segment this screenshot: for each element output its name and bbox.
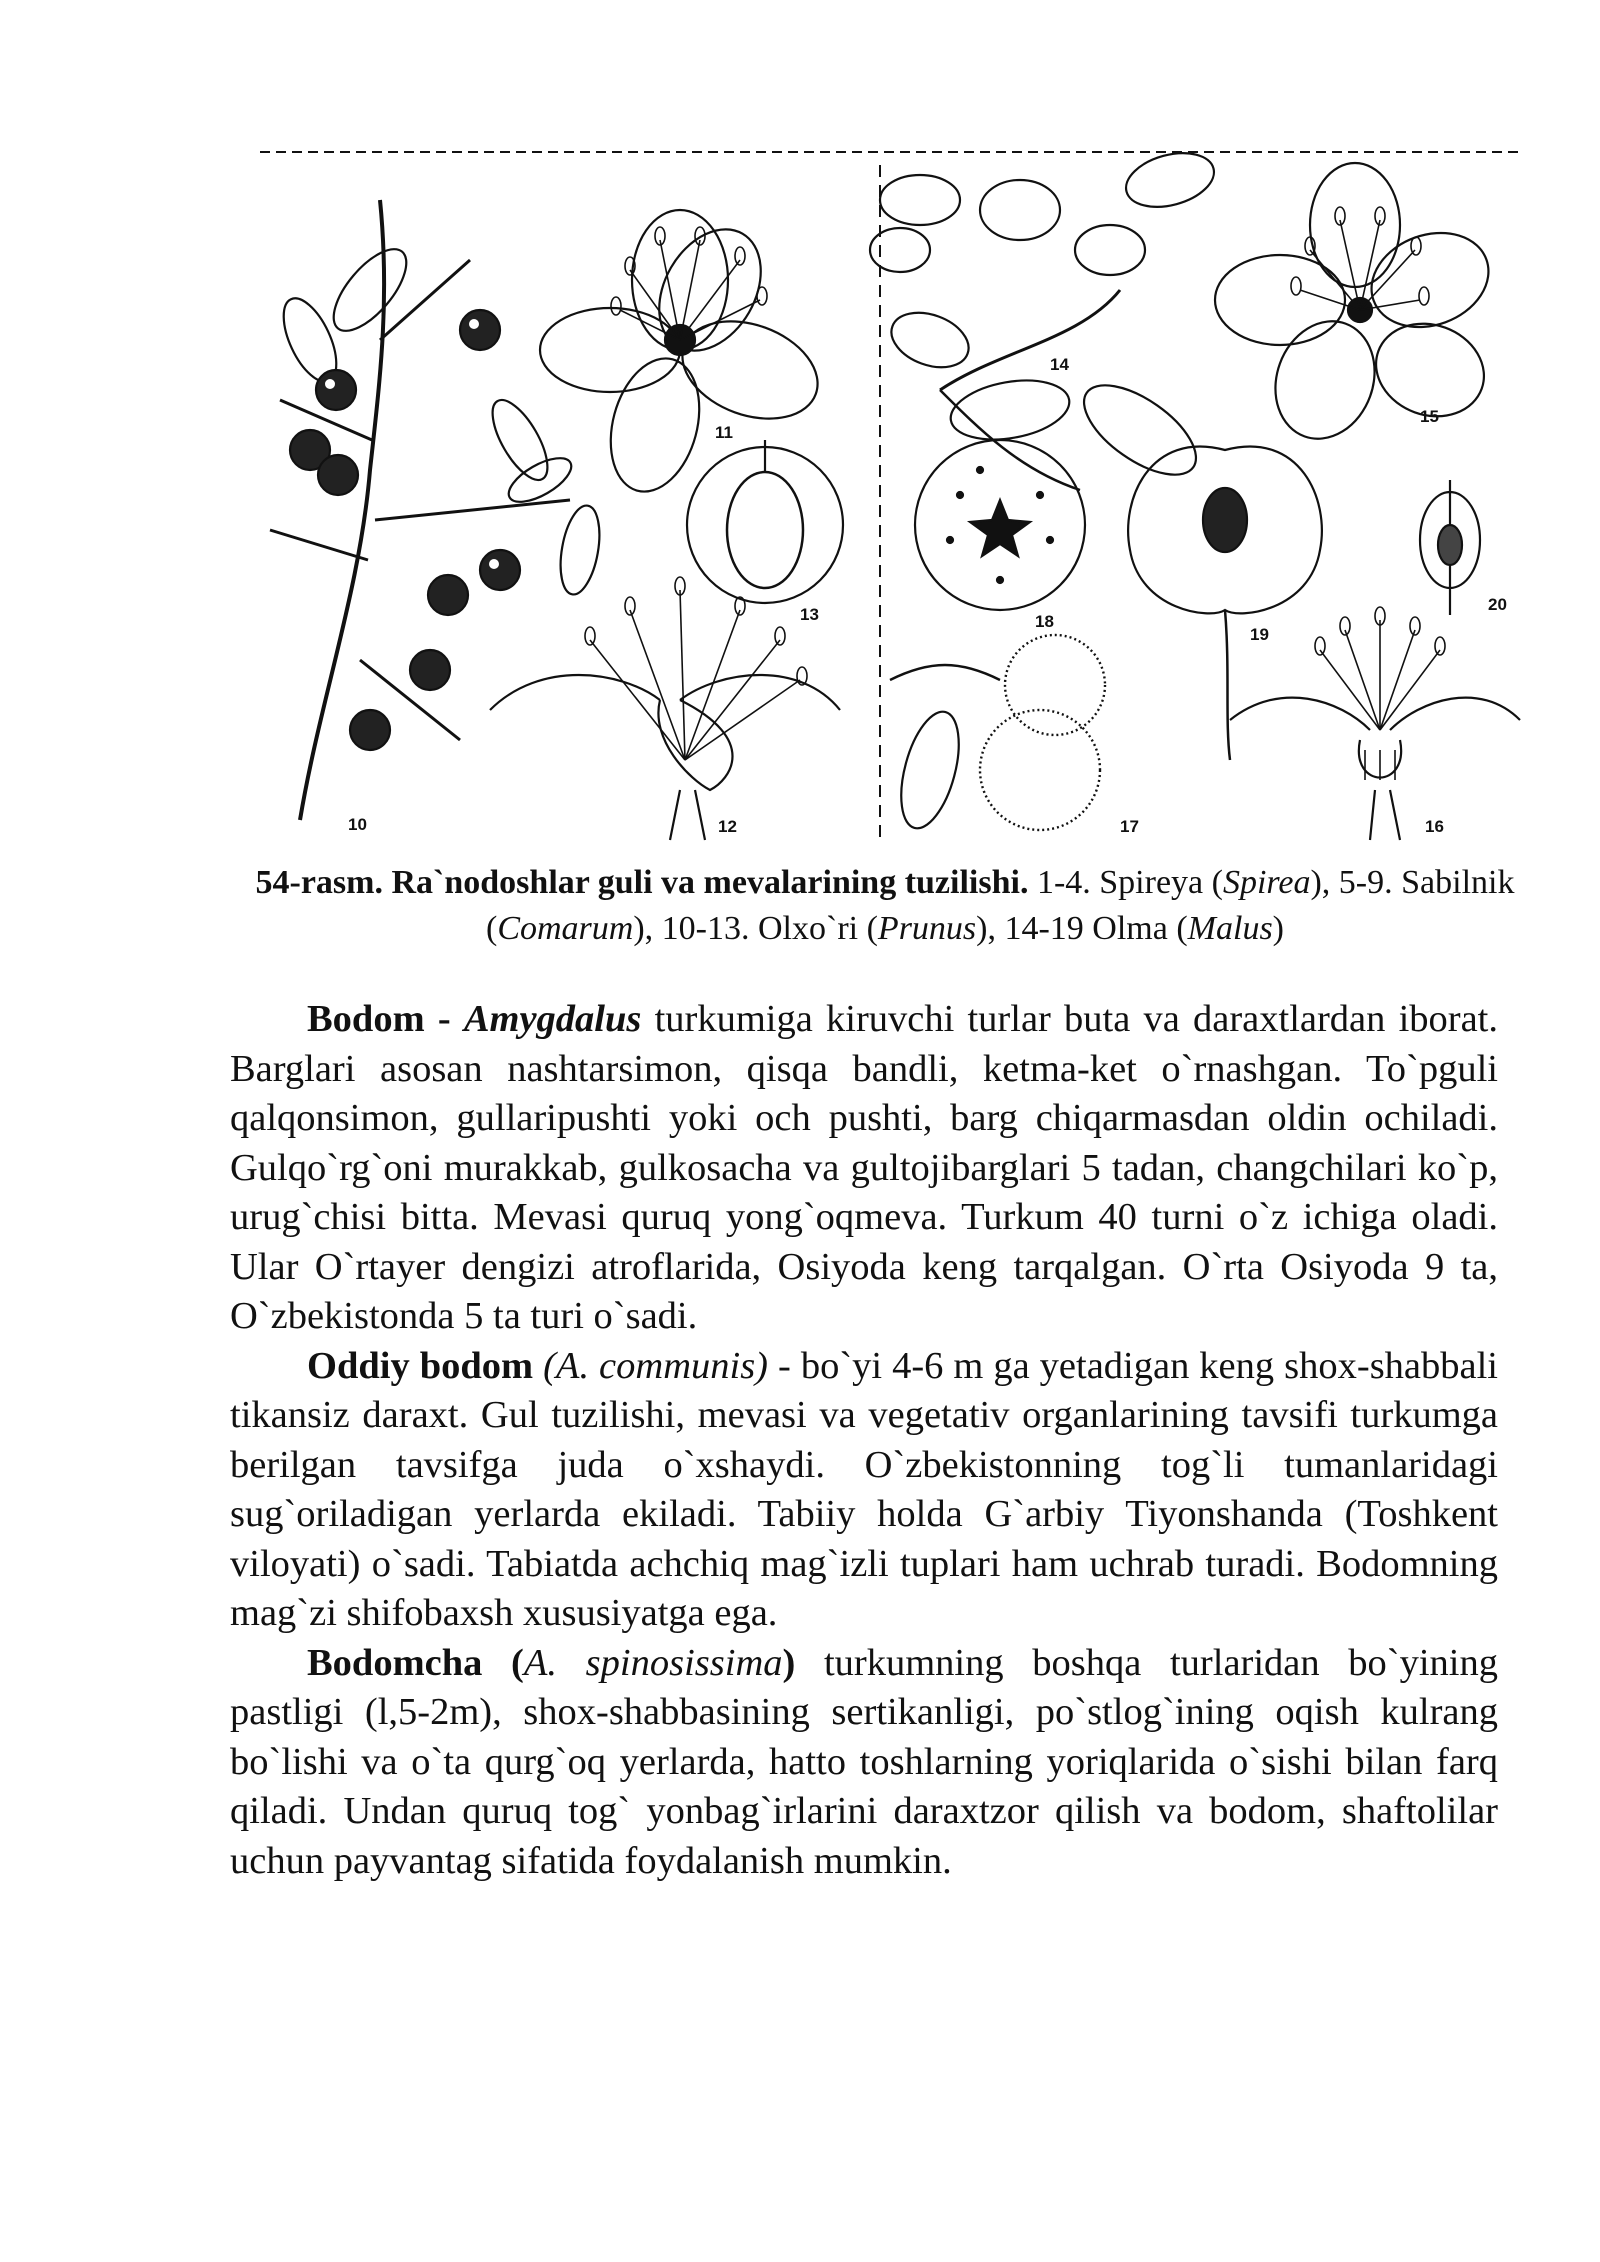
caption-species: Spirea	[1222, 864, 1311, 901]
malus-fruits-drawing	[890, 635, 1139, 836]
caption-text: )	[1272, 910, 1284, 947]
figure-label-20: 20	[1488, 595, 1507, 614]
caption-species: Comarum	[497, 910, 634, 947]
caption-text: 1-4. Spireya (	[1028, 864, 1223, 901]
body-text	[230, 995, 1498, 1886]
caption-text: ), 10-13. Olxo`ri (	[633, 910, 878, 947]
caption-title: 54-rasm. Ra`nodoshlar guli va mevalarining tuzilishi.	[255, 864, 1029, 901]
paragraph-text: turkumiga kiruvchi turlar buta va daraxtlardan iborat. Barglari asosan nashtarsimon, qisqa bandli, ketma-ket o`rnashgan. To`pguli qalqonsimon, gullaripushti yoki och pushti, barg chiqarmasdan oldin ochiladi. Gulqo`rg`oni murakkab, gulkosacha va gultojibarglari 5 tadan, changchilari ko`p, urug`chisi bitta. Mevasi quruq yong`oqmeva. Turkum 40 turni o`z ichiga oladi. Ular O`rtayer dengizi atroflarida, Osiyoda keng tarqalgan. O`rta Osiyoda 9 ta, O`zbekistonda 5 ta turi o`sadi.	[230, 998, 1498, 1337]
paragraph-bodom	[230, 995, 1498, 1342]
paragraph-text: - bo`yi 4-6 m ga yetadigan keng shox-shabbali tikansiz daraxt. Gul tuzilishi, mevasi va vegetativ organlarining tavsifi turkumga berilgan tavsifga juda o`xshaydi. O`zbekistonning tog`li tumanlaridagi sug`oriladigan yerlarda ekiladi. Tabiiy holda G`arbiy Tiyonshanda (Toshkent viloyati) o`sadi. Tabiatda achchiq mag`izli tuplari ham uchrab turadi. Bodomning mag`zi shifobaxsh xususiyatga ega.	[230, 1344, 1498, 1634]
malus-longitudinal-section-drawing	[1128, 446, 1322, 760]
malus-cross-section-drawing	[915, 440, 1085, 631]
caption-text: ), 5-9. Sabilnik (	[486, 864, 1515, 947]
prunus-fruit-section-drawing	[687, 440, 843, 624]
caption-species: Malus	[1187, 910, 1273, 947]
figure-label-19: 19	[1250, 625, 1269, 644]
caption-species: Prunus	[877, 910, 977, 947]
malus-branch-drawing	[870, 144, 1220, 492]
prunus-branch-drawing	[270, 200, 606, 834]
prunus-flower-drawing	[540, 210, 831, 502]
term-bold: Bodomcha (	[307, 1641, 524, 1684]
figure-label-15: 15	[1420, 407, 1439, 426]
paragraph-bodomcha	[230, 1639, 1498, 1887]
figure-caption	[235, 860, 1535, 952]
figure-label-13: 13	[800, 605, 819, 624]
species-name: (A. communis)	[533, 1344, 769, 1387]
figure-label-18: 18	[1035, 612, 1054, 631]
figure-label-16: 16	[1425, 817, 1444, 836]
figure-label-12: 12	[718, 817, 737, 836]
caption-text: ), 14-19 Olma (	[976, 910, 1188, 947]
genus-name: Amygdalus	[463, 998, 642, 1040]
paragraph-text: turkumning boshqa turlaridan bo`yining pastligi (l,5-2m), shox-shabbasining sertikanligi, po`stlog`ining oqish kulrang bo`lishi va o`ta qurg`oq yerlarda, hatto toshlarning yoriqlarida o`sishi bilan farq qiladi. Undan quruq tog` yonbag`irlarini daraxtzor qilish va bodom, shaftolilar uchun payvantag sifatida foydalanish mumkin.	[230, 1641, 1499, 1882]
term-bold: )	[782, 1641, 796, 1684]
comarum-fruit-drawing	[1420, 480, 1507, 615]
figure-label-10: 10	[348, 815, 367, 834]
figure-label-14: 14	[1050, 355, 1069, 374]
species-name: A. spinosissima	[523, 1641, 783, 1684]
figure-label-11: 11	[715, 423, 733, 442]
malus-flower-drawing	[1215, 163, 1502, 453]
term-bold: Bodom -	[307, 998, 464, 1040]
prunus-flower-section-drawing	[490, 577, 840, 840]
term-bold: Oddiy bodom	[307, 1344, 534, 1387]
figure-label-17: 17	[1120, 817, 1139, 836]
malus-flower-section-drawing	[1230, 607, 1520, 840]
botanical-illustration	[240, 140, 1530, 850]
paragraph-oddiy-bodom	[230, 1342, 1498, 1639]
